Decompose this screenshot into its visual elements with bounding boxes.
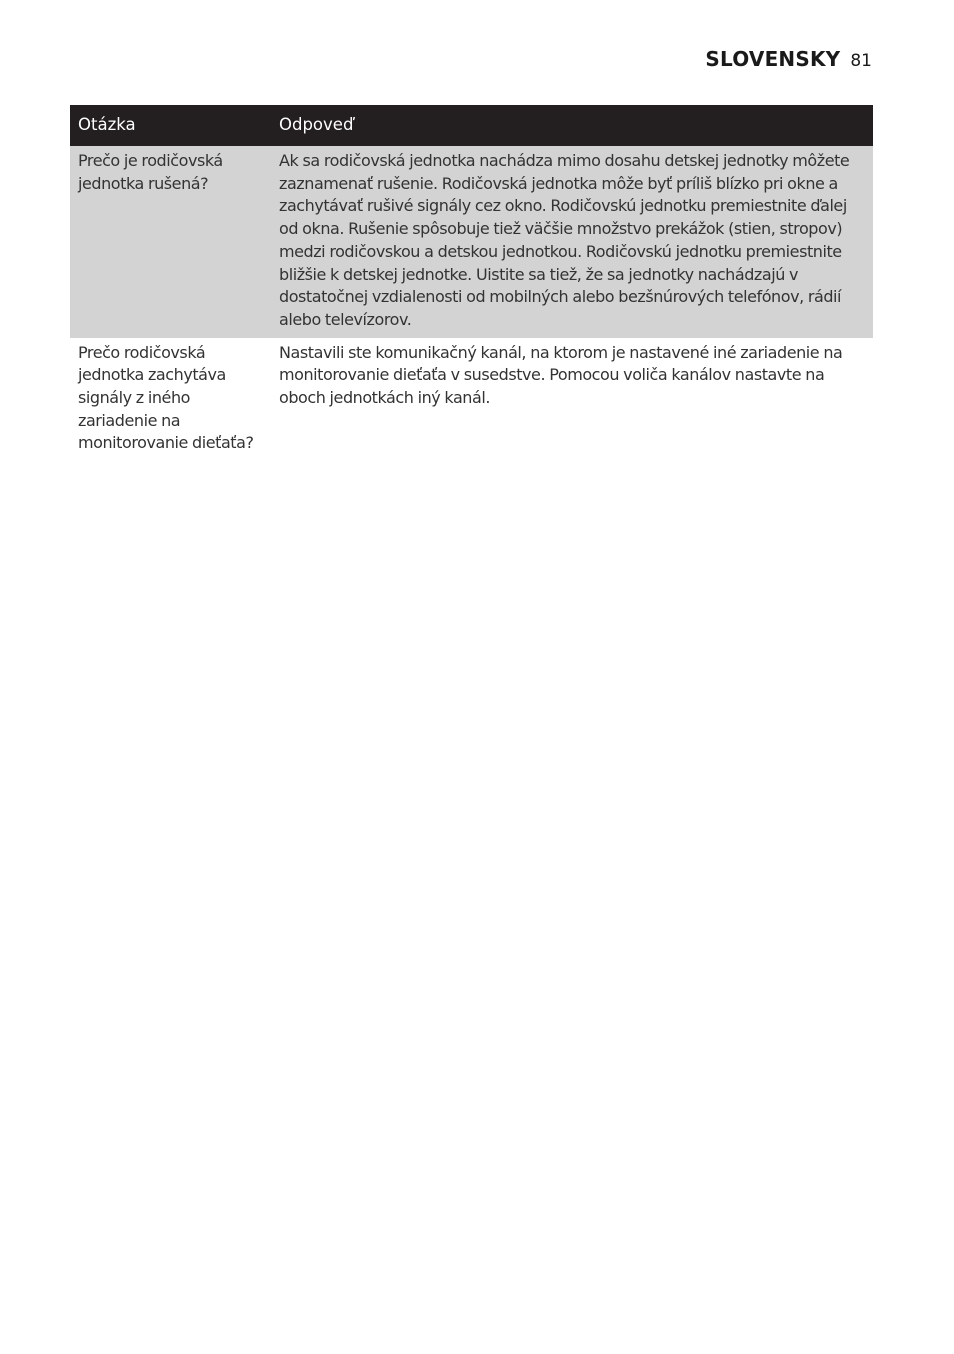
table-row — [70, 338, 873, 462]
question-cell: Prečo je rodičovská jednotka rušená? — [70, 146, 271, 338]
table-header-row — [70, 105, 873, 146]
troubleshooting-table — [70, 105, 873, 461]
column-header-answer: Odpoveď — [271, 105, 873, 146]
page-number: 81 — [850, 51, 872, 71]
table-row — [70, 146, 873, 338]
column-header-question: Otázka — [70, 105, 271, 146]
page-header — [705, 47, 872, 71]
answer-cell: Nastavili ste komunikačný kanál, na ktorom je nastavené iné zariadenie na monitorovanie dieťaťa v susedstve. Pomocou voliča kanálov nastavte na oboch jednotkách iný kanál. — [279, 342, 843, 408]
answer-cell: Ak sa rodičovská jednotka nachádza mimo dosahu detskej jednotky môžete zaznamenať rušenie. Rodičovská jednotka môže byť príliš blízko pri okne a zachytávať rušivé signály cez okno. Rodičovskú jednotku premiestnite ďalej od okna. Rušenie spôsobuje tiež väčšie množstvo prekážok (stien, stropov) medzi rodičovskou a detskou jednotkou. Rodičovskú jednotku premiestnite bližšie k detskej jednotke. Uistite sa tiež, že sa jednotky nachádzajú v dostatočnej vzdialenosti od mobilných alebo bezšnúrových telefónov, rádií alebo televízorov. — [271, 146, 873, 338]
question-cell: Prečo rodičovská jednotka zachytáva signály z iného zariadenie na monitorovanie dieťaťa? — [78, 342, 254, 453]
language-title: SLOVENSKY — [705, 47, 841, 71]
